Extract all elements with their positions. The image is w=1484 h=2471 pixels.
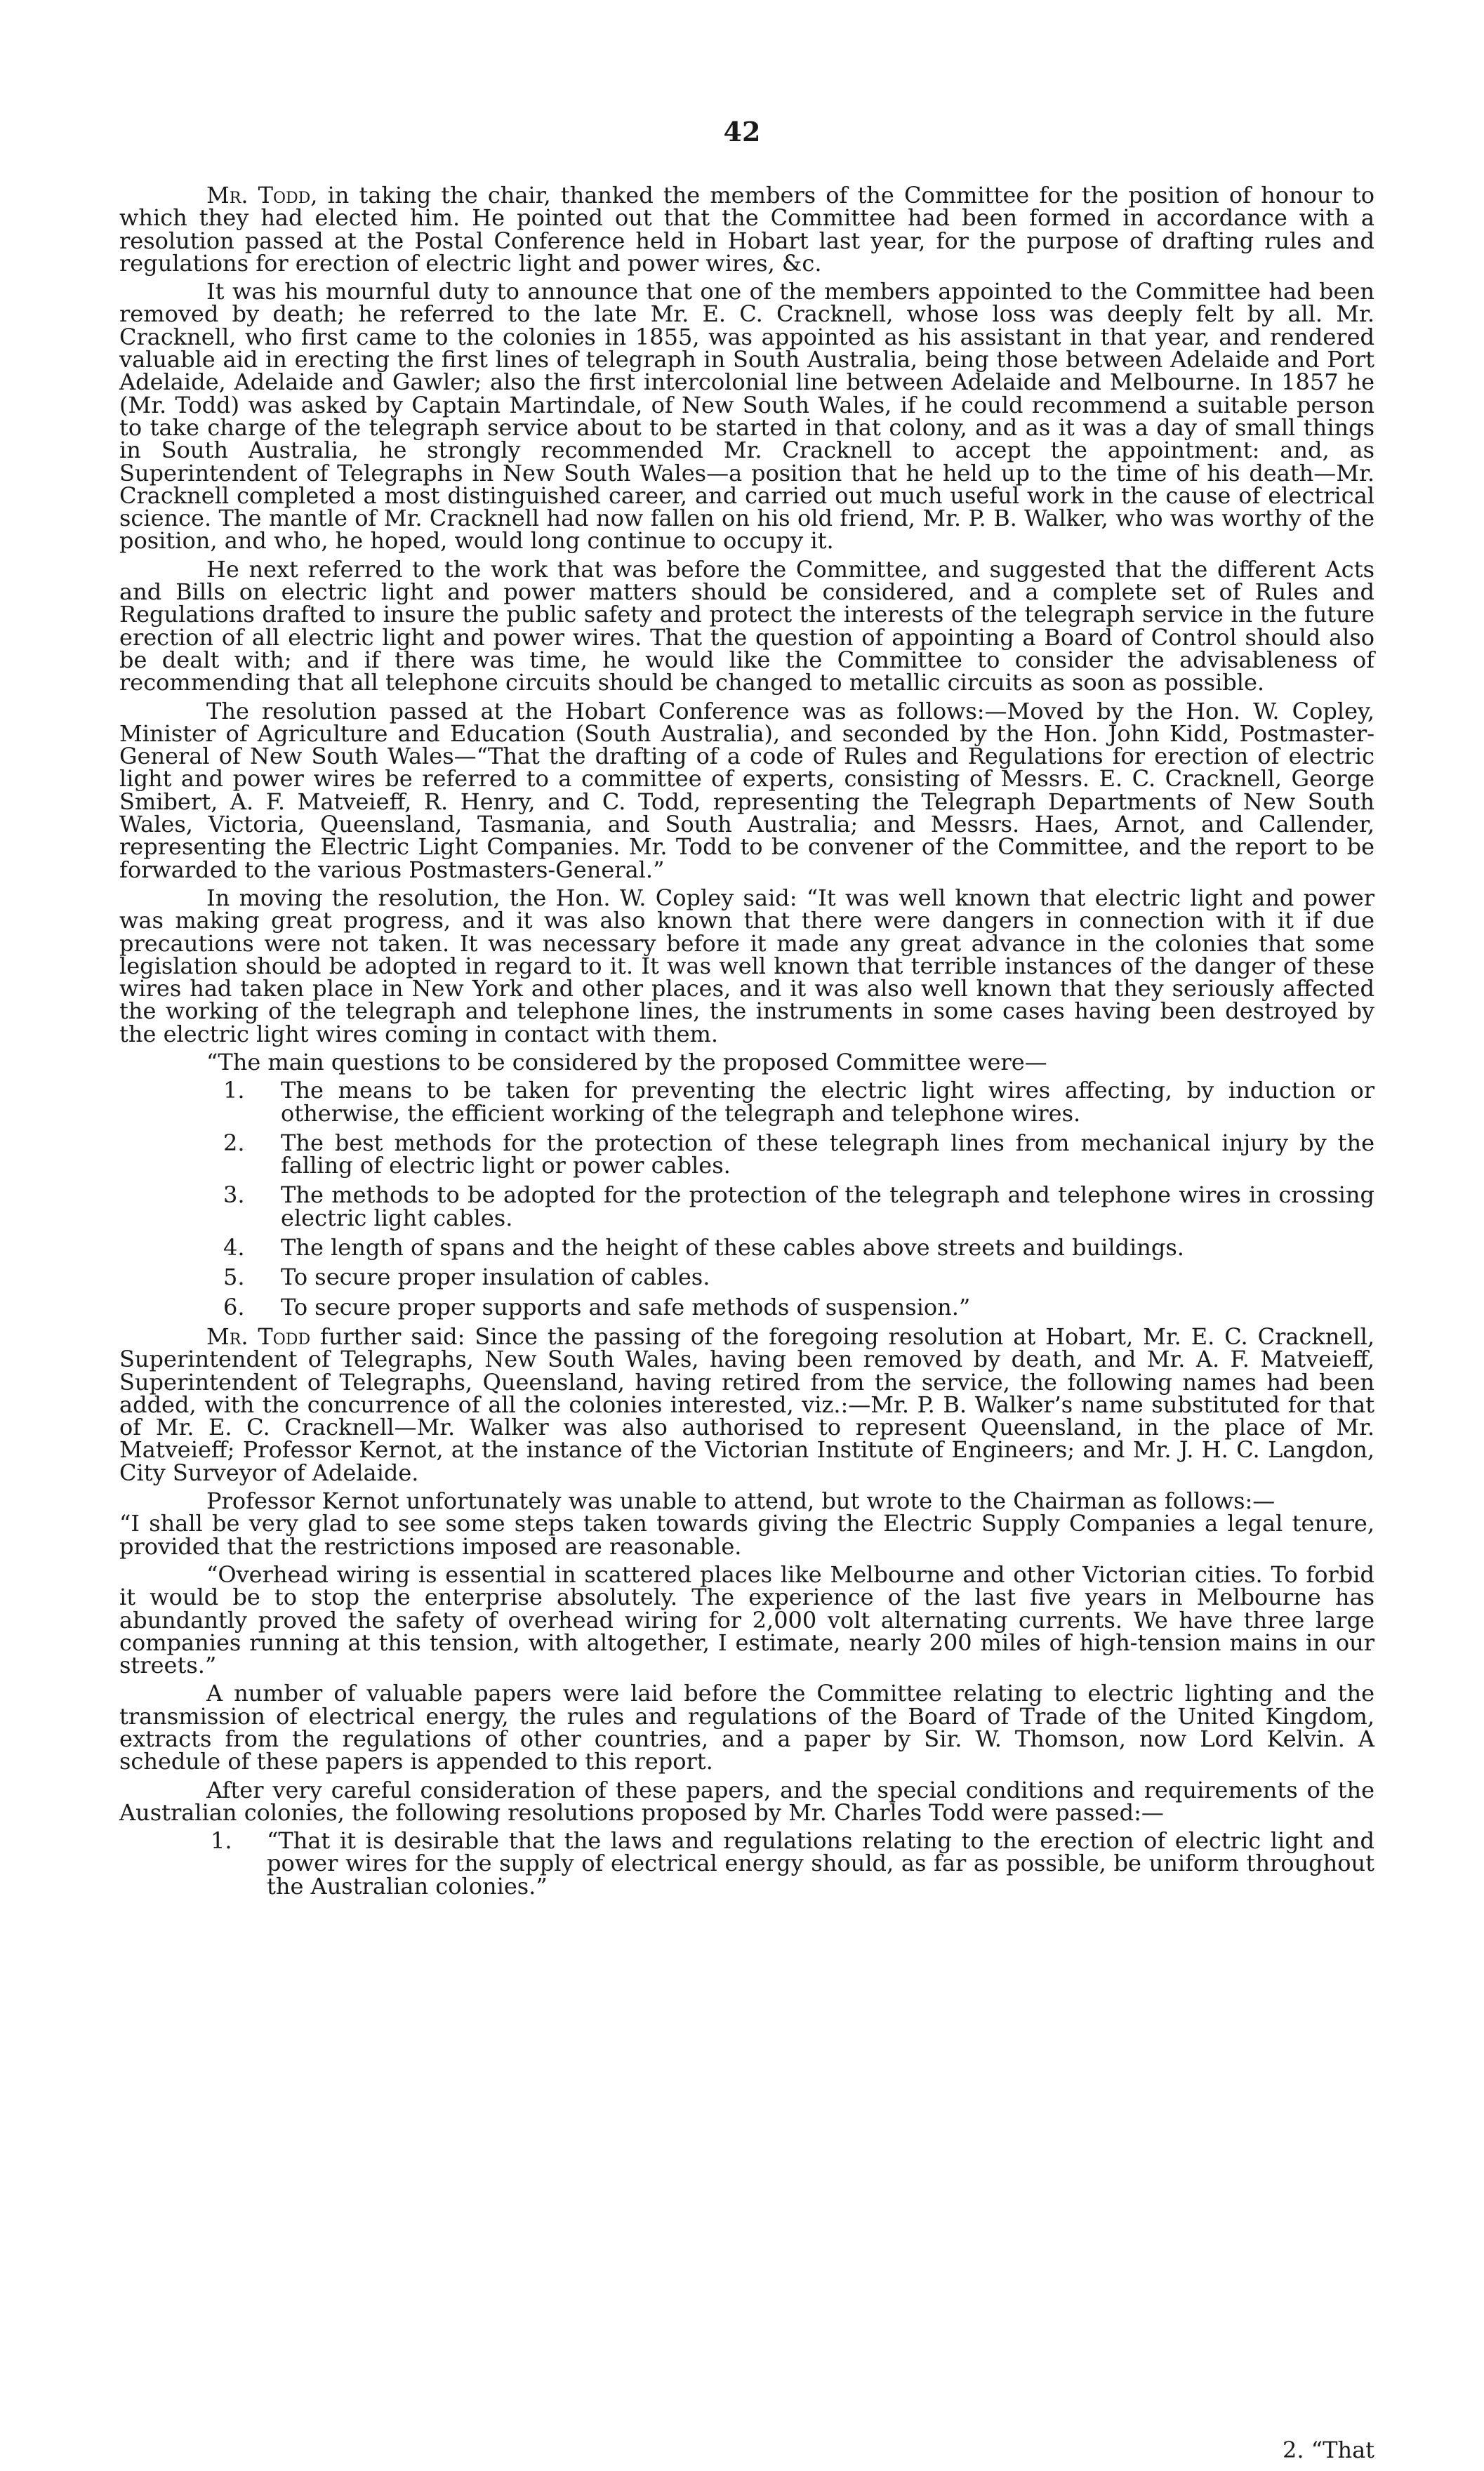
list-item-text: The means to be taken for preventing the electric light wires affecting, by induction or otherwise, the efficient working of the telegraph and telephone wires.: [281, 1077, 1374, 1127]
list-item-number: 1.: [223, 1077, 245, 1104]
list-item: [119, 1236, 1374, 1259]
list-item-number: 2.: [223, 1129, 245, 1156]
paragraph-text: , in taking the chair, thanked the members of the Committee for the position of honour to which they had elected him. He pointed out that the Committee had been formed in accordance with a resolution passed at the Postal Conference held in Hobart last year, for the purpose of drafting rules and regulations for erection of electric light and power wires, &c.: [119, 182, 1374, 277]
paragraph-hobart-resolution: The resolution passed at the Hobart Conference was as follows:—Moved by the Hon. W. Copley, Minister of Agriculture and Education (South Australia), and seconded by the Hon. John Kidd, Postmaster-General of New South Wales—“That the drafting of a code of Rules and Regulations for erection of electric light and power wires be referred to a committee of experts, consisting of Messrs. E. C. Cracknell, George Smibert, A. F. Matveieff, R. Henry, and C. Todd, representing the Telegraph Departments of New South Wales, Victoria, Queensland, Tasmania, and South Australia; and Messrs. Haes, Arnot, and Callender, representing the Electric Light Companies. Mr. Todd to be convener of the Committee, and the report to be forwarded to the various Postmasters-General.”: [119, 697, 1374, 883]
catchword: 2. “That: [1283, 2437, 1374, 2463]
list-item-text: To secure proper supports and safe methods of suspension.”: [281, 1293, 971, 1320]
list-item: [119, 1079, 1374, 1125]
list-item: [119, 1293, 1374, 1320]
paragraph-kernot-letter-intro: Professor Kernot unfortunately was unable to attend, but wrote to the Chairman as follows:—: [206, 1488, 1276, 1515]
speaker-name: Mr. Todd: [206, 1323, 311, 1350]
paragraph-kernot-quote-2: “Overhead wiring is essential in scattered places like Melbourne and other Victorian cities. To forbid it would be to stop the enterprise absolutely. The experience of the last five years in Melbourne has abundantly proved the safety of overhead wiring for 2,000 volt alternating currents. We have three large companies running at this tension, with altogether, I estimate, nearly 200 miles of high-tension mains in our streets.”: [119, 1561, 1374, 1679]
list-item-number: 6.: [223, 1293, 245, 1320]
resolutions-list: [119, 1827, 1374, 1900]
list-item: [119, 1129, 1374, 1179]
paragraph-committee-work: He next referred to the work that was before the Committee, and suggested that the different Acts and Bills on electric light and power matters should be considered, and a complete set of Rules and Regulations drafted to insure the public safety and protect the interests of the telegraph service in the future erection of all electric light and power wires. That the question of appointing a Board of Control should also be dealt with; and if there was time, he would like the Committee to consider the advisableness of recommending that all telephone circuits should be changed to metallic circuits as soon as possible.: [119, 555, 1374, 696]
list-item-text: To secure proper insulation of cables.: [281, 1264, 710, 1291]
paragraph-copley-speech: In moving the resolution, the Hon. W. Copley said: “It was well known that electric light and power was making great progress, and it was also known that there were dangers in connection with it if due precautions were not taken. It was necessary before it made any great advance in the colonies that some legislation should be adopted in regard to it. It was well known that terrible instances of the danger of these wires had taken place in New York and other places, and it was also well known that they seriously affected the working of the telegraph and telephone lines, the instruments in some cases having been destroyed by the electric light wires coming in contact with them.: [119, 884, 1374, 1047]
list-item-number: 5.: [223, 1264, 245, 1291]
paragraph-resolutions-intro: After very careful consideration of these papers, and the special conditions and requirements of the Australian colonies, the following resolutions proposed by Mr. Charles Todd were passed:—: [119, 1776, 1374, 1826]
list-item: [119, 1264, 1374, 1291]
main-questions-list: [119, 1079, 1374, 1318]
paragraph-kernot-quote-1: “I shall be very glad to see some steps taken towards giving the Electric Supply Companies a legal tenure, provided that the restrictions imposed are reasonable.: [119, 1510, 1374, 1560]
paragraph-text: further said: Since the passing of the foregoing resolution at Hobart, Mr. E. C. Cracknell, Superintendent of Telegraphs, New South Wales, having been removed by death, and Mr. A. F. Matveieff, Superintendent of Telegraphs, Queensland, having retired from the service, the following names had been added, with the concurrence of all the colonies interested, viz.:—Mr. P. B. Walker’s name substituted for that of Mr. E. C. Cracknell—Mr. Walker was also authorised to represent Queensland, in the place of Mr. Matveieff; Professor Kernot, at the instance of the Victorian Institute of Engineers; and Mr. J. H. C. Langdon, City Surveyor of Adelaide.: [119, 1323, 1374, 1486]
list-item-text: The methods to be adopted for the protection of the telegraph and telephone wires in crossing electric light cables.: [281, 1181, 1374, 1231]
speaker-name: Mr. Todd: [206, 182, 311, 208]
list-item-text: “That it is desirable that the laws and regulations relating to the erection of electric light and power wires for the supply of electrical energy should, as far as possible, be uniform throughout the Australian colonies.”: [267, 1827, 1374, 1900]
page-number: 42: [723, 116, 761, 147]
list-item: [119, 1827, 1374, 1900]
list-item-text: The length of spans and the height of these cables above streets and buildings.: [281, 1234, 1184, 1261]
list-item-text: The best methods for the protection of these telegraph lines from mechanical injury by the falling of electric light or power cables.: [281, 1129, 1374, 1179]
list-item-number: 3.: [223, 1181, 245, 1209]
paragraph-papers-laid: A number of valuable papers were laid before the Committee relating to electric lighting and the transmission of electrical energy, the rules and regulations of the Board of Trade of the United Kingdom, extracts from the regulations of other countries, and a paper by Sir. W. Thomson, now Lord Kelvin. A schedule of these papers is appended to this report.: [119, 1680, 1374, 1775]
paragraph-cracknell-obituary: It was his mournful duty to announce that one of the members appointed to the Committee had been removed by death; he referred to the late Mr. E. C. Cracknell, whose loss was deeply felt by all. Mr. Cracknell, who first came to the colonies in 1855, was appointed as his assistant in that year, and rendered valuable aid in erecting the first lines of telegraph in South Australia, being those between Adelaide and Port Adelaide, Adelaide and Gawler; also the first intercolonial line between Adelaide and Melbourne. In 1857 he (Mr. Todd) was asked by Captain Martindale, of New South Wales, if he could recommend a suitable person to take charge of the telegraph service about to be started in that colony, and as it was a day of small things in South Australia, he strongly recommended Mr. Cracknell to accept the appointment: and, as Superintendent of Telegraphs in New South Wales—a position that he held up to the time of his death—Mr. Cracknell completed a most distinguished career, and carried out much useful work in the cause of electrical science. The mantle of Mr. Cracknell had now fallen on his old friend, Mr. P. B. Walker, who was worthy of the position, and who, he hoped, would long continue to occupy it.: [119, 278, 1374, 555]
paragraph-chair-thanks: [119, 182, 1374, 277]
paragraph-main-questions-intro: “The main questions to be considered by the proposed Committee were—: [206, 1048, 1047, 1075]
list-item-number: 4.: [223, 1234, 245, 1261]
paragraph-todd-further: [119, 1325, 1374, 1484]
list-item: [119, 1181, 1374, 1231]
document-body: [119, 184, 1374, 1904]
list-item-number: 1.: [211, 1827, 232, 1855]
